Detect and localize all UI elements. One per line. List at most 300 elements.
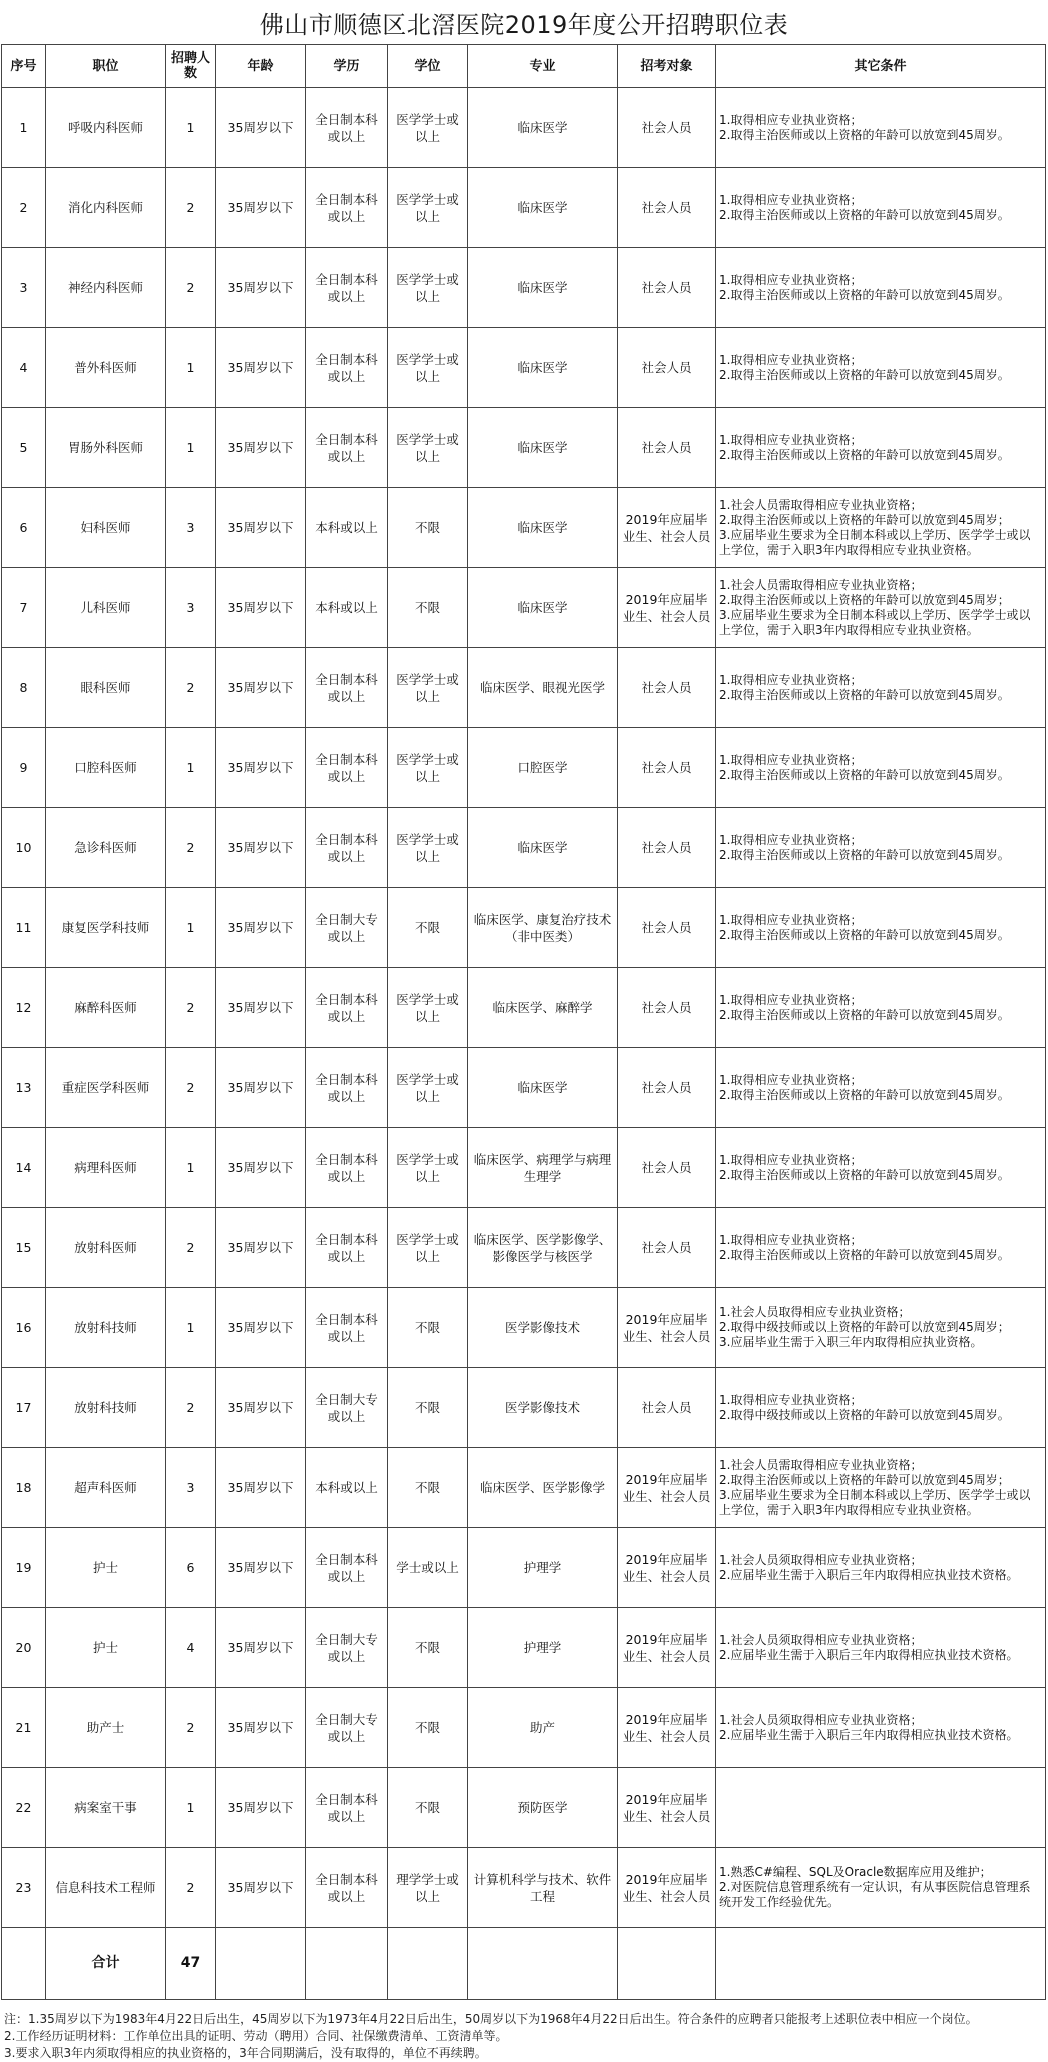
row-seq: 14: [2, 1128, 46, 1208]
footnotes: [0, 2011, 1048, 2062]
table-row: [2, 968, 1046, 1048]
positions-table: [1, 44, 1046, 2000]
row-seq: 11: [2, 888, 46, 968]
condition-line: 2.取得主治医师或以上资格的年龄可以放宽到45周岁。: [719, 447, 1010, 462]
row-education: 全日制本科或以上: [306, 728, 388, 808]
row-position: 口腔科医师: [46, 728, 166, 808]
table-row: [2, 1688, 1046, 1768]
row-degree: 医学学士或以上: [388, 328, 468, 408]
row-conditions: [716, 568, 1046, 648]
row-education: 全日制本科或以上: [306, 248, 388, 328]
condition-line: 3.应届毕业生要求为全日制本科或以上学历、医学学士或以上学位，需于入职3年内取得相应专业执业资格。: [719, 527, 1031, 557]
row-degree: 不限: [388, 1368, 468, 1448]
row-position: 护士: [46, 1608, 166, 1688]
condition-line: 2.应届毕业生需于入职后三年内取得相应执业技术资格。: [719, 1567, 1019, 1582]
row-major: 临床医学、医学影像学、影像医学与核医学: [468, 1208, 618, 1288]
condition-line: 1.社会人员须取得相应专业执业资格；: [719, 1632, 923, 1647]
row-education: 全日制本科或以上: [306, 328, 388, 408]
row-age: 35周岁以下: [216, 488, 306, 568]
row-degree: 不限: [388, 1768, 468, 1848]
table-row: [2, 1528, 1046, 1608]
row-degree: 不限: [388, 568, 468, 648]
row-count: 2: [166, 1848, 216, 1928]
row-target: 社会人员: [618, 648, 716, 728]
condition-line: 1.取得相应专业执业资格；: [719, 992, 863, 1007]
row-position: 胃肠外科医师: [46, 408, 166, 488]
row-major: 临床医学: [468, 248, 618, 328]
header-row: [2, 45, 1046, 88]
row-target: 2019年应届毕业生、社会人员: [618, 488, 716, 568]
condition-line: 2.取得主治医师或以上资格的年龄可以放宽到45周岁。: [719, 1247, 1010, 1262]
row-degree: 不限: [388, 1688, 468, 1768]
row-conditions: [716, 1608, 1046, 1688]
table-row: [2, 488, 1046, 568]
row-target: 2019年应届毕业生、社会人员: [618, 1848, 716, 1928]
condition-line: 2.取得主治医师或以上资格的年龄可以放宽到45周岁；: [719, 1472, 1010, 1487]
row-target: 社会人员: [618, 248, 716, 328]
condition-line: 1.取得相应专业执业资格；: [719, 192, 863, 207]
table-row: [2, 168, 1046, 248]
table-row: [2, 1208, 1046, 1288]
row-education: 全日制本科或以上: [306, 1288, 388, 1368]
condition-line: 1.取得相应专业执业资格；: [719, 832, 863, 847]
row-position: 助产士: [46, 1688, 166, 1768]
row-education: 全日制本科或以上: [306, 88, 388, 168]
row-target: 社会人员: [618, 1208, 716, 1288]
condition-line: 1.取得相应专业执业资格；: [719, 1152, 863, 1167]
row-major: 助产: [468, 1688, 618, 1768]
row-count: 1: [166, 328, 216, 408]
total-label: 合计: [46, 1928, 166, 2000]
table-row: [2, 1368, 1046, 1448]
row-target: 2019年应届毕业生、社会人员: [618, 1288, 716, 1368]
footnote-line: 注：1.35周岁以下为1983年4月22日后出生，45周岁以下为1973年4月22日后出生，50周岁以下为1968年4月22日后出生。符合条件的应聘者只能报考上述职位表中相应一个岗位。: [4, 2012, 978, 2026]
condition-line: 1.取得相应专业执业资格；: [719, 432, 863, 447]
row-position: 眼科医师: [46, 648, 166, 728]
row-seq: 4: [2, 328, 46, 408]
condition-line: 1.取得相应专业执业资格；: [719, 272, 863, 287]
row-count: 1: [166, 728, 216, 808]
total-empty-cell: [618, 1928, 716, 2000]
row-age: 35周岁以下: [216, 1288, 306, 1368]
row-education: 全日制本科或以上: [306, 1128, 388, 1208]
row-position: 康复医学科技师: [46, 888, 166, 968]
row-target: 社会人员: [618, 328, 716, 408]
row-degree: 医学学士或以上: [388, 1048, 468, 1128]
row-count: 2: [166, 808, 216, 888]
row-count: 4: [166, 1608, 216, 1688]
row-count: 2: [166, 248, 216, 328]
row-position: 重症医学科医师: [46, 1048, 166, 1128]
row-conditions: [716, 1688, 1046, 1768]
total-seq-cell: [2, 1928, 46, 2000]
condition-line: 1.取得相应专业执业资格；: [719, 352, 863, 367]
row-major: 临床医学: [468, 808, 618, 888]
condition-line: 1.社会人员需取得相应专业执业资格；: [719, 577, 923, 592]
row-seq: 8: [2, 648, 46, 728]
row-conditions: [716, 1048, 1046, 1128]
row-degree: 不限: [388, 488, 468, 568]
row-target: 2019年应届毕业生、社会人员: [618, 1528, 716, 1608]
row-count: 2: [166, 648, 216, 728]
row-major: 临床医学: [468, 168, 618, 248]
header-count: 招聘人数: [166, 45, 216, 88]
table-row: [2, 648, 1046, 728]
row-count: 6: [166, 1528, 216, 1608]
condition-line: 2.取得中级技师或以上资格的年龄可以放宽到45周岁。: [719, 1407, 1010, 1422]
table-row: [2, 1848, 1046, 1928]
row-target: 社会人员: [618, 1128, 716, 1208]
row-seq: 10: [2, 808, 46, 888]
row-target: 2019年应届毕业生、社会人员: [618, 1768, 716, 1848]
row-target: 社会人员: [618, 808, 716, 888]
condition-line: 1.取得相应专业执业资格；: [719, 1232, 863, 1247]
row-conditions: [716, 648, 1046, 728]
row-age: 35周岁以下: [216, 248, 306, 328]
row-position: 消化内科医师: [46, 168, 166, 248]
row-seq: 22: [2, 1768, 46, 1848]
row-target: 社会人员: [618, 888, 716, 968]
row-education: 全日制本科或以上: [306, 808, 388, 888]
row-age: 35周岁以下: [216, 1688, 306, 1768]
condition-line: 3.应届毕业生要求为全日制本科或以上学历、医学学士或以上学位，需于入职3年内取得相应专业执业资格。: [719, 1487, 1031, 1517]
table-row: [2, 248, 1046, 328]
row-seq: 9: [2, 728, 46, 808]
row-seq: 15: [2, 1208, 46, 1288]
row-target: 社会人员: [618, 1048, 716, 1128]
row-age: 35周岁以下: [216, 1448, 306, 1528]
condition-line: 2.取得中级技师或以上资格的年龄可以放宽到45周岁；: [719, 1320, 1010, 1334]
row-count: 2: [166, 1688, 216, 1768]
row-conditions: [716, 168, 1046, 248]
row-position: 放射科技师: [46, 1368, 166, 1448]
row-seq: 2: [2, 168, 46, 248]
row-age: 35周岁以下: [216, 88, 306, 168]
total-empty-cell: [306, 1928, 388, 2000]
row-age: 35周岁以下: [216, 1048, 306, 1128]
row-education: 全日制大专或以上: [306, 1368, 388, 1448]
row-degree: 学士或以上: [388, 1528, 468, 1608]
row-major: 临床医学、医学影像学: [468, 1448, 618, 1528]
condition-line: 2.取得主治医师或以上资格的年龄可以放宽到45周岁。: [719, 1007, 1010, 1022]
row-seq: 13: [2, 1048, 46, 1128]
row-age: 35周岁以下: [216, 1528, 306, 1608]
row-count: 2: [166, 1208, 216, 1288]
row-seq: 21: [2, 1688, 46, 1768]
total-row: [2, 1928, 1046, 2000]
row-seq: 3: [2, 248, 46, 328]
condition-line: 2.取得主治医师或以上资格的年龄可以放宽到45周岁。: [719, 287, 1010, 302]
row-seq: 18: [2, 1448, 46, 1528]
total-empty-cell: [716, 1928, 1046, 2000]
row-degree: 医学学士或以上: [388, 1208, 468, 1288]
row-age: 35周岁以下: [216, 888, 306, 968]
row-degree: 医学学士或以上: [388, 968, 468, 1048]
row-position: 病案室干事: [46, 1768, 166, 1848]
condition-line: 3.应届毕业生要求为全日制本科或以上学历、医学学士或以上学位，需于入职3年内取得相应专业执业资格。: [719, 607, 1031, 637]
row-age: 35周岁以下: [216, 1768, 306, 1848]
total-empty-cell: [388, 1928, 468, 2000]
table-row: [2, 888, 1046, 968]
condition-line: 3.应届毕业生需于入职三年内取得相应执业资格。: [719, 1335, 983, 1349]
row-count: 1: [166, 1768, 216, 1848]
header-target: 招考对象: [618, 45, 716, 88]
row-conditions: [716, 1208, 1046, 1288]
row-major: 护理学: [468, 1608, 618, 1688]
row-count: 2: [166, 1368, 216, 1448]
row-position: 普外科医师: [46, 328, 166, 408]
document-title: 佛山市顺德区北滘医院2019年度公开招聘职位表: [259, 11, 789, 39]
table-row: [2, 1288, 1046, 1368]
row-target: 社会人员: [618, 168, 716, 248]
table-row: [2, 728, 1046, 808]
row-conditions: [716, 1368, 1046, 1448]
header-seq: 序号: [2, 45, 46, 88]
row-degree: 医学学士或以上: [388, 248, 468, 328]
row-seq: 12: [2, 968, 46, 1048]
row-education: 本科或以上: [306, 568, 388, 648]
row-age: 35周岁以下: [216, 728, 306, 808]
row-degree: 医学学士或以上: [388, 408, 468, 488]
row-major: 临床医学: [468, 328, 618, 408]
row-target: 社会人员: [618, 408, 716, 488]
row-age: 35周岁以下: [216, 968, 306, 1048]
row-count: 2: [166, 168, 216, 248]
row-education: 本科或以上: [306, 488, 388, 568]
condition-line: 2.取得主治医师或以上资格的年龄可以放宽到45周岁；: [719, 512, 1010, 527]
row-major: 临床医学: [468, 568, 618, 648]
condition-line: 1.社会人员取得相应专业执业资格；: [719, 1305, 911, 1319]
row-major: 临床医学、麻醉学: [468, 968, 618, 1048]
row-count: 1: [166, 1128, 216, 1208]
row-seq: 23: [2, 1848, 46, 1928]
total-count: 47: [166, 1928, 216, 2000]
condition-line: 2.取得主治医师或以上资格的年龄可以放宽到45周岁。: [719, 767, 1010, 782]
row-position: 呼吸内科医师: [46, 88, 166, 168]
table-row: [2, 328, 1046, 408]
row-education: 全日制本科或以上: [306, 1048, 388, 1128]
condition-line: 1.社会人员需取得相应专业执业资格；: [719, 1457, 923, 1472]
table-row: [2, 88, 1046, 168]
row-seq: 5: [2, 408, 46, 488]
row-education: 全日制本科或以上: [306, 168, 388, 248]
row-conditions: [716, 808, 1046, 888]
row-count: 1: [166, 1288, 216, 1368]
row-education: 全日制本科或以上: [306, 648, 388, 728]
row-age: 35周岁以下: [216, 1368, 306, 1448]
row-seq: 16: [2, 1288, 46, 1368]
header-position: 职位: [46, 45, 166, 88]
row-major: 临床医学、康复治疗技术（非中医类）: [468, 888, 618, 968]
row-count: 2: [166, 968, 216, 1048]
row-degree: 医学学士或以上: [388, 808, 468, 888]
row-count: 1: [166, 888, 216, 968]
condition-line: 1.社会人员需取得相应专业执业资格；: [719, 497, 923, 512]
row-position: 神经内科医师: [46, 248, 166, 328]
row-major: 临床医学、眼视光医学: [468, 648, 618, 728]
row-target: 2019年应届毕业生、社会人员: [618, 1688, 716, 1768]
row-conditions: [716, 488, 1046, 568]
condition-line: 1.取得相应专业执业资格；: [719, 1392, 863, 1407]
header-age: 年龄: [216, 45, 306, 88]
row-position: 妇科医师: [46, 488, 166, 568]
condition-line: 2.取得主治医师或以上资格的年龄可以放宽到45周岁；: [719, 592, 1010, 607]
row-major: 护理学: [468, 1528, 618, 1608]
row-count: 1: [166, 88, 216, 168]
condition-line: 2.取得主治医师或以上资格的年龄可以放宽到45周岁。: [719, 927, 1010, 942]
condition-line: 2.取得主治医师或以上资格的年龄可以放宽到45周岁。: [719, 687, 1010, 702]
row-degree: 医学学士或以上: [388, 648, 468, 728]
row-education: 全日制本科或以上: [306, 1848, 388, 1928]
row-degree: 医学学士或以上: [388, 1128, 468, 1208]
row-conditions: [716, 1848, 1046, 1928]
row-conditions: [716, 968, 1046, 1048]
row-conditions: [716, 1528, 1046, 1608]
condition-line: 2.取得主治医师或以上资格的年龄可以放宽到45周岁。: [719, 127, 1010, 142]
condition-line: 1.取得相应专业执业资格；: [719, 752, 863, 767]
row-major: 临床医学: [468, 408, 618, 488]
row-degree: 医学学士或以上: [388, 728, 468, 808]
row-target: 2019年应届毕业生、社会人员: [618, 568, 716, 648]
row-target: 社会人员: [618, 88, 716, 168]
condition-line: 2.应届毕业生需于入职后三年内取得相应执业技术资格。: [719, 1727, 1019, 1742]
row-target: 2019年应届毕业生、社会人员: [618, 1608, 716, 1688]
row-position: 放射科医师: [46, 1208, 166, 1288]
row-education: 本科或以上: [306, 1448, 388, 1528]
row-age: 35周岁以下: [216, 1848, 306, 1928]
condition-line: 1.取得相应专业执业资格；: [719, 1072, 863, 1087]
row-seq: 17: [2, 1368, 46, 1448]
row-major: 临床医学: [468, 488, 618, 568]
row-education: 全日制大专或以上: [306, 888, 388, 968]
row-major: 临床医学: [468, 1048, 618, 1128]
row-major: 计算机科学与技术、软件工程: [468, 1848, 618, 1928]
condition-line: 2.应届毕业生需于入职后三年内取得相应执业技术资格。: [719, 1647, 1019, 1662]
row-education: 全日制本科或以上: [306, 968, 388, 1048]
footnote-line: 2.工作经历证明材料：工作单位出具的证明、劳动（聘用）合同、社保缴费清单、工资清单等。: [4, 2029, 508, 2043]
row-major: 临床医学: [468, 88, 618, 168]
row-seq: 20: [2, 1608, 46, 1688]
row-seq: 19: [2, 1528, 46, 1608]
row-count: 1: [166, 408, 216, 488]
row-major: 医学影像技术: [468, 1288, 618, 1368]
row-position: 儿科医师: [46, 568, 166, 648]
row-degree: 不限: [388, 888, 468, 968]
row-major: 预防医学: [468, 1768, 618, 1848]
row-target: 社会人员: [618, 968, 716, 1048]
row-position: 麻醉科医师: [46, 968, 166, 1048]
condition-line: 1.社会人员须取得相应专业执业资格；: [719, 1712, 923, 1727]
condition-line: 2.取得主治医师或以上资格的年龄可以放宽到45周岁。: [719, 367, 1010, 382]
row-position: 超声科医师: [46, 1448, 166, 1528]
row-position: 病理科医师: [46, 1128, 166, 1208]
row-major: 医学影像技术: [468, 1368, 618, 1448]
row-seq: 1: [2, 88, 46, 168]
row-age: 35周岁以下: [216, 648, 306, 728]
row-degree: 医学学士或以上: [388, 168, 468, 248]
row-conditions: [716, 1288, 1046, 1368]
row-target: 社会人员: [618, 728, 716, 808]
table-row: [2, 1048, 1046, 1128]
total-empty-cell: [468, 1928, 618, 2000]
row-count: 3: [166, 488, 216, 568]
row-education: 全日制本科或以上: [306, 408, 388, 488]
condition-line: 1.熟悉C#编程、SQL及Oracle数据库应用及维护；: [719, 1865, 992, 1879]
header-conditions: 其它条件: [716, 45, 1046, 88]
row-conditions: [716, 328, 1046, 408]
row-conditions: [716, 408, 1046, 488]
table-row: [2, 408, 1046, 488]
row-age: 35周岁以下: [216, 168, 306, 248]
row-conditions: [716, 1128, 1046, 1208]
condition-line: 1.取得相应专业执业资格；: [719, 112, 863, 127]
row-age: 35周岁以下: [216, 568, 306, 648]
row-degree: 不限: [388, 1608, 468, 1688]
row-age: 35周岁以下: [216, 808, 306, 888]
row-conditions: [716, 1768, 1046, 1848]
table-row: [2, 1448, 1046, 1528]
row-age: 35周岁以下: [216, 328, 306, 408]
condition-line: 2.取得主治医师或以上资格的年龄可以放宽到45周岁。: [719, 1167, 1010, 1182]
header-major: 专业: [468, 45, 618, 88]
row-position: 护士: [46, 1528, 166, 1608]
row-major: 临床医学、病理学与病理生理学: [468, 1128, 618, 1208]
table-row: [2, 1768, 1046, 1848]
header-degree: 学位: [388, 45, 468, 88]
table-row: [2, 568, 1046, 648]
condition-line: 1.取得相应专业执业资格；: [719, 672, 863, 687]
total-empty-cell: [216, 1928, 306, 2000]
row-degree: 医学学士或以上: [388, 88, 468, 168]
row-degree: 理学学士或以上: [388, 1848, 468, 1928]
condition-line: 2.对医院信息管理系统有一定认识，有从事医院信息管理系统开发工作经验优先。: [719, 1880, 1031, 1909]
condition-line: 2.取得主治医师或以上资格的年龄可以放宽到45周岁。: [719, 847, 1010, 862]
row-education: 全日制本科或以上: [306, 1768, 388, 1848]
row-position: 急诊科医师: [46, 808, 166, 888]
row-degree: 不限: [388, 1288, 468, 1368]
row-target: 2019年应届毕业生、社会人员: [618, 1448, 716, 1528]
row-count: 3: [166, 568, 216, 648]
row-education: 全日制大专或以上: [306, 1688, 388, 1768]
header-education: 学历: [306, 45, 388, 88]
condition-line: 2.取得主治医师或以上资格的年龄可以放宽到45周岁。: [719, 207, 1010, 222]
row-age: 35周岁以下: [216, 1608, 306, 1688]
condition-line: 1.取得相应专业执业资格；: [719, 912, 863, 927]
condition-line: 2.取得主治医师或以上资格的年龄可以放宽到45周岁。: [719, 1087, 1010, 1102]
row-seq: 6: [2, 488, 46, 568]
row-conditions: [716, 888, 1046, 968]
row-education: 全日制大专或以上: [306, 1608, 388, 1688]
row-age: 35周岁以下: [216, 408, 306, 488]
row-position: 信息科技术工程师: [46, 1848, 166, 1928]
row-major: 口腔医学: [468, 728, 618, 808]
table-row: [2, 1128, 1046, 1208]
row-age: 35周岁以下: [216, 1128, 306, 1208]
row-position: 放射科技师: [46, 1288, 166, 1368]
footnote-line: 3.要求入职3年内须取得相应的执业资格的，3年合同期满后，没有取得的，单位不再续聘。: [4, 2046, 487, 2060]
row-education: 全日制本科或以上: [306, 1208, 388, 1288]
row-conditions: [716, 1448, 1046, 1528]
row-education: 全日制本科或以上: [306, 1528, 388, 1608]
row-seq: 7: [2, 568, 46, 648]
row-target: 社会人员: [618, 1368, 716, 1448]
row-count: 3: [166, 1448, 216, 1528]
condition-line: 1.社会人员须取得相应专业执业资格；: [719, 1552, 923, 1567]
row-conditions: [716, 88, 1046, 168]
table-row: [2, 808, 1046, 888]
row-degree: 不限: [388, 1448, 468, 1528]
row-count: 2: [166, 1048, 216, 1128]
